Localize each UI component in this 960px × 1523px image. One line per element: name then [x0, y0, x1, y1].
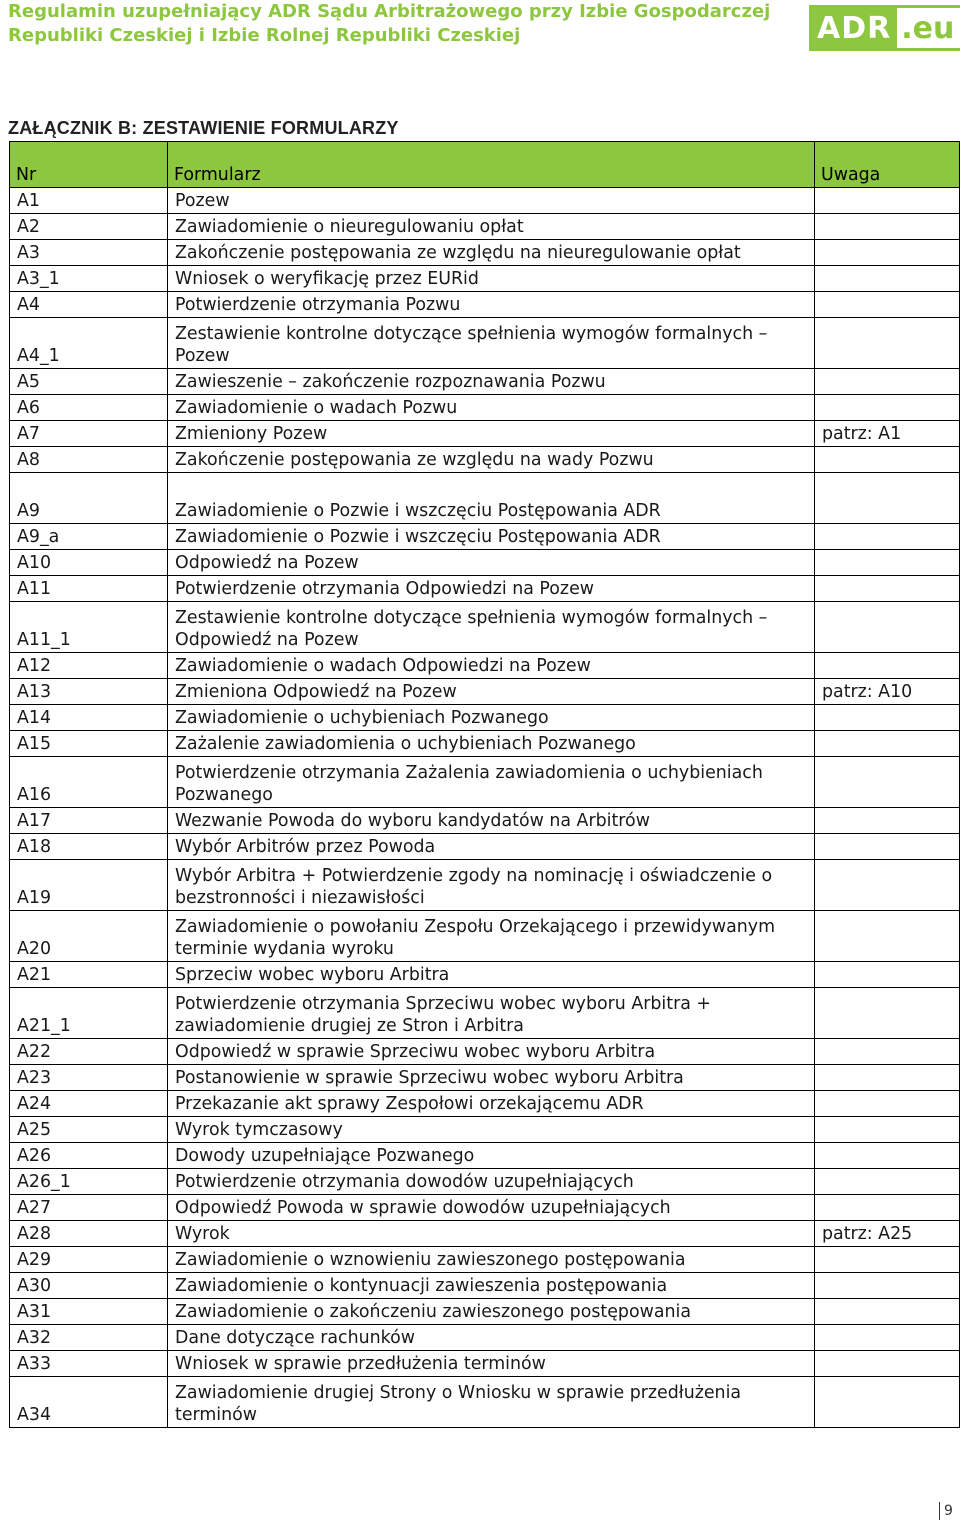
row-nr-cell: A28 [10, 1221, 168, 1247]
table-row [10, 1221, 960, 1247]
document-header [8, 0, 788, 48]
table-row [10, 473, 960, 524]
row-uwaga-cell [815, 962, 960, 988]
table-row [10, 214, 960, 240]
row-uwaga-cell [815, 1195, 960, 1221]
table-row [10, 1351, 960, 1377]
row-form-cell: Wybór Arbitra + Potwierdzenie zgody na nominację i oświadczenie o bezstronności i niezawisłości [168, 860, 815, 911]
column-header-formularz: Formularz [168, 142, 815, 188]
row-nr-cell: A31 [10, 1299, 168, 1325]
row-form-cell: Dowody uzupełniające Pozwanego [168, 1143, 815, 1169]
table-row [10, 1143, 960, 1169]
row-nr-cell: A13 [10, 679, 168, 705]
row-nr-cell: A11 [10, 576, 168, 602]
table-row [10, 1325, 960, 1351]
row-uwaga-cell [815, 369, 960, 395]
row-nr-cell: A4_1 [10, 318, 168, 369]
table-row [10, 653, 960, 679]
row-uwaga-cell [815, 473, 960, 524]
row-uwaga-cell [815, 808, 960, 834]
table-row [10, 292, 960, 318]
row-form-cell: Potwierdzenie otrzymania Sprzeciwu wobec wyboru Arbitra + zawiadomienie drugiej ze Stron i Arbitra [168, 988, 815, 1039]
row-nr-cell: A2 [10, 214, 168, 240]
column-header-nr: Nr [10, 142, 168, 188]
row-form-cell: Odpowiedź na Pozew [168, 550, 815, 576]
table-row [10, 1273, 960, 1299]
table-row [10, 395, 960, 421]
row-form-cell: Potwierdzenie otrzymania Pozwu [168, 292, 815, 318]
logo-eu-text: .eu [897, 5, 960, 51]
table-row [10, 1169, 960, 1195]
row-uwaga-cell [815, 860, 960, 911]
row-form-cell: Zmieniona Odpowiedź na Pozew [168, 679, 815, 705]
row-uwaga-cell [815, 1299, 960, 1325]
row-uwaga-cell [815, 731, 960, 757]
row-nr-cell: A18 [10, 834, 168, 860]
row-form-cell: Zestawienie kontrolne dotyczące spełnienia wymogów formalnych – Pozew [168, 318, 815, 369]
row-form-cell: Zawiadomienie o Pozwie i wszczęciu Postępowania ADR [168, 473, 815, 524]
table-row [10, 860, 960, 911]
table-row [10, 421, 960, 447]
page-number: 9 [939, 1502, 953, 1520]
row-uwaga-cell [815, 292, 960, 318]
row-uwaga-cell: patrz: A10 [815, 679, 960, 705]
table-row [10, 834, 960, 860]
row-nr-cell: A16 [10, 757, 168, 808]
row-nr-cell: A14 [10, 705, 168, 731]
row-nr-cell: A1 [10, 188, 168, 214]
row-uwaga-cell [815, 1117, 960, 1143]
row-uwaga-cell [815, 911, 960, 962]
row-form-cell: Zawiadomienie o wadach Pozwu [168, 395, 815, 421]
table-header-row [10, 142, 960, 188]
table-row [10, 1299, 960, 1325]
row-nr-cell: A6 [10, 395, 168, 421]
row-form-cell: Zawiadomienie o wznowieniu zawieszonego postępowania [168, 1247, 815, 1273]
row-uwaga-cell [815, 576, 960, 602]
row-uwaga-cell [815, 240, 960, 266]
row-nr-cell: A5 [10, 369, 168, 395]
row-form-cell: Sprzeciw wobec wyboru Arbitra [168, 962, 815, 988]
row-uwaga-cell [815, 214, 960, 240]
row-uwaga-cell [815, 1247, 960, 1273]
row-form-cell: Potwierdzenie otrzymania dowodów uzupełniających [168, 1169, 815, 1195]
row-uwaga-cell [815, 1169, 960, 1195]
row-nr-cell: A23 [10, 1065, 168, 1091]
row-nr-cell: A3 [10, 240, 168, 266]
row-form-cell: Wniosek o weryfikację przez EURid [168, 266, 815, 292]
row-uwaga-cell [815, 1351, 960, 1377]
row-uwaga-cell [815, 1065, 960, 1091]
row-uwaga-cell [815, 1273, 960, 1299]
table-row [10, 1039, 960, 1065]
row-nr-cell: A25 [10, 1117, 168, 1143]
table-row [10, 962, 960, 988]
row-form-cell: Potwierdzenie otrzymania Odpowiedzi na Pozew [168, 576, 815, 602]
row-uwaga-cell [815, 988, 960, 1039]
table-row [10, 757, 960, 808]
row-form-cell: Odpowiedź w sprawie Sprzeciwu wobec wyboru Arbitra [168, 1039, 815, 1065]
row-form-cell: Zawiadomienie o powołaniu Zespołu Orzekającego i przewidywanym terminie wydania wyroku [168, 911, 815, 962]
row-nr-cell: A33 [10, 1351, 168, 1377]
row-form-cell: Wezwanie Powoda do wyboru kandydatów na Arbitrów [168, 808, 815, 834]
row-uwaga-cell [815, 653, 960, 679]
row-uwaga-cell [815, 757, 960, 808]
row-uwaga-cell [815, 1377, 960, 1428]
row-nr-cell: A11_1 [10, 602, 168, 653]
row-nr-cell: A26_1 [10, 1169, 168, 1195]
row-nr-cell: A21_1 [10, 988, 168, 1039]
row-uwaga-cell [815, 524, 960, 550]
row-form-cell: Odpowiedź Powoda w sprawie dowodów uzupełniających [168, 1195, 815, 1221]
row-nr-cell: A10 [10, 550, 168, 576]
row-nr-cell: A4 [10, 292, 168, 318]
row-uwaga-cell [815, 550, 960, 576]
row-form-cell: Potwierdzenie otrzymania Zażalenia zawiadomienia o uchybieniach Pozwanego [168, 757, 815, 808]
table-row [10, 266, 960, 292]
table-row [10, 808, 960, 834]
table-row [10, 188, 960, 214]
row-uwaga-cell [815, 318, 960, 369]
row-nr-cell: A22 [10, 1039, 168, 1065]
table-row [10, 1091, 960, 1117]
row-form-cell: Wniosek w sprawie przedłużenia terminów [168, 1351, 815, 1377]
row-nr-cell: A27 [10, 1195, 168, 1221]
row-nr-cell: A3_1 [10, 266, 168, 292]
row-uwaga-cell [815, 834, 960, 860]
row-form-cell: Zawiadomienie o uchybieniach Pozwanego [168, 705, 815, 731]
adr-eu-logo [809, 5, 955, 51]
row-form-cell: Dane dotyczące rachunków [168, 1325, 815, 1351]
row-uwaga-cell: patrz: A1 [815, 421, 960, 447]
table-row [10, 1065, 960, 1091]
table-row [10, 731, 960, 757]
row-nr-cell: A9 [10, 473, 168, 524]
row-form-cell: Zakończenie postępowania ze względu na nieuregulowanie opłat [168, 240, 815, 266]
row-uwaga-cell [815, 1039, 960, 1065]
row-nr-cell: A24 [10, 1091, 168, 1117]
row-form-cell: Zakończenie postępowania ze względu na wady Pozwu [168, 447, 815, 473]
row-uwaga-cell [815, 1325, 960, 1351]
row-nr-cell: A7 [10, 421, 168, 447]
row-nr-cell: A26 [10, 1143, 168, 1169]
row-nr-cell: A30 [10, 1273, 168, 1299]
row-form-cell: Postanowienie w sprawie Sprzeciwu wobec wyboru Arbitra [168, 1065, 815, 1091]
row-form-cell: Zawiadomienie o nieuregulowaniu opłat [168, 214, 815, 240]
row-uwaga-cell [815, 1143, 960, 1169]
row-form-cell: Wybór Arbitrów przez Powoda [168, 834, 815, 860]
table-row [10, 705, 960, 731]
table-body [10, 188, 960, 1428]
table-row [10, 1195, 960, 1221]
table-row [10, 550, 960, 576]
row-form-cell: Zawiadomienie drugiej Strony o Wniosku w sprawie przedłużenia terminów [168, 1377, 815, 1428]
table-row [10, 240, 960, 266]
table-row [10, 911, 960, 962]
table-row [10, 1377, 960, 1428]
row-nr-cell: A15 [10, 731, 168, 757]
row-form-cell: Zawieszenie – zakończenie rozpoznawania Pozwu [168, 369, 815, 395]
row-nr-cell: A20 [10, 911, 168, 962]
table-row [10, 1247, 960, 1273]
row-form-cell: Zawiadomienie o zakończeniu zawieszonego postępowania [168, 1299, 815, 1325]
row-uwaga-cell [815, 188, 960, 214]
row-nr-cell: A9_a [10, 524, 168, 550]
section-title: ZAŁĄCZNIK B: ZESTAWIENIE FORMULARZY [8, 118, 399, 138]
row-nr-cell: A8 [10, 447, 168, 473]
row-form-cell: Zmieniony Pozew [168, 421, 815, 447]
row-uwaga-cell: patrz: A25 [815, 1221, 960, 1247]
row-form-cell: Zażalenie zawiadomienia o uchybieniach Pozwanego [168, 731, 815, 757]
table-row [10, 318, 960, 369]
row-form-cell: Zawiadomienie o kontynuacji zawieszenia postępowania [168, 1273, 815, 1299]
row-form-cell: Wyrok [168, 1221, 815, 1247]
row-nr-cell: A12 [10, 653, 168, 679]
row-form-cell: Przekazanie akt sprawy Zespołowi orzekającemu ADR [168, 1091, 815, 1117]
table-row [10, 369, 960, 395]
row-uwaga-cell [815, 602, 960, 653]
table-row [10, 1117, 960, 1143]
table-row [10, 988, 960, 1039]
header-title-line2: Republiki Czeskiej i Izbie Rolnej Republiki Czeskiej [8, 25, 521, 46]
table-row [10, 447, 960, 473]
row-uwaga-cell [815, 266, 960, 292]
row-form-cell: Zawiadomienie o Pozwie i wszczęciu Postępowania ADR [168, 524, 815, 550]
forms-table [9, 141, 960, 1428]
row-uwaga-cell [815, 447, 960, 473]
row-uwaga-cell [815, 395, 960, 421]
row-nr-cell: A34 [10, 1377, 168, 1428]
row-nr-cell: A29 [10, 1247, 168, 1273]
row-uwaga-cell [815, 1091, 960, 1117]
table-row [10, 679, 960, 705]
row-nr-cell: A21 [10, 962, 168, 988]
header-title-line1: Regulamin uzupełniający ADR Sądu Arbitrażowego przy Izbie Gospodarczej [8, 1, 771, 22]
row-nr-cell: A19 [10, 860, 168, 911]
column-header-uwaga: Uwaga [815, 142, 960, 188]
row-nr-cell: A32 [10, 1325, 168, 1351]
table-row [10, 602, 960, 653]
row-form-cell: Zestawienie kontrolne dotyczące spełnienia wymogów formalnych – Odpowiedź na Pozew [168, 602, 815, 653]
row-form-cell: Pozew [168, 188, 815, 214]
row-form-cell: Zawiadomienie o wadach Odpowiedzi na Pozew [168, 653, 815, 679]
row-uwaga-cell [815, 705, 960, 731]
logo-adr-text: ADR [809, 5, 897, 51]
table-row [10, 524, 960, 550]
row-nr-cell: A17 [10, 808, 168, 834]
row-form-cell: Wyrok tymczasowy [168, 1117, 815, 1143]
table-row [10, 576, 960, 602]
